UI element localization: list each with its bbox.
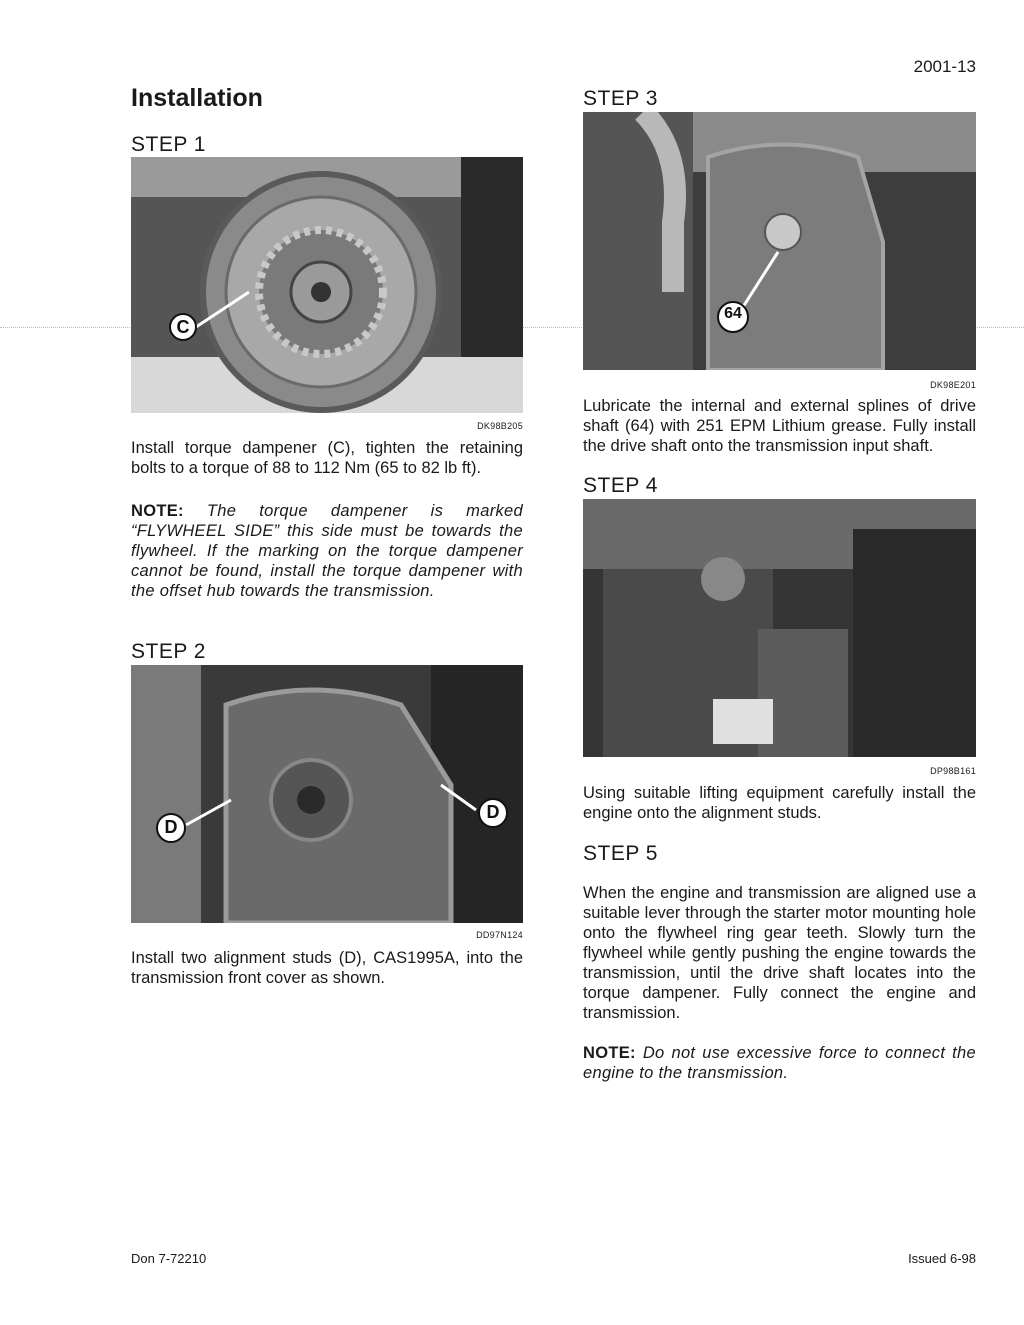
step-1-title: STEP 1 bbox=[131, 133, 206, 156]
step-3-title: STEP 3 bbox=[583, 87, 658, 110]
callout-d-left: D bbox=[164, 817, 178, 837]
footer-right: Issued 6-98 bbox=[908, 1251, 976, 1266]
step-1-photo bbox=[131, 157, 523, 413]
step-5-text: When the engine and transmission are aligned use a suitable lever through the starter motor mounting hole onto the flywheel ring gear teeth. Slowly turn the flywheel while gently pushing the engine towards the transmission, until the drive shaft locates into the torque dampener. Fully connect the engine and transmission. bbox=[583, 884, 976, 1022]
step-3-text: Lubricate the internal and external splines of drive shaft (64) with 251 EPM Lithium grease. Fully install the drive shaft onto the transmission input shaft. bbox=[583, 397, 976, 455]
callout-c: C bbox=[176, 317, 190, 337]
step-1-text: Install torque dampener (C), tighten the retaining bolts to a torque of 88 to 112 Nm (65 to 82 lb ft). bbox=[131, 439, 523, 477]
step-1-note bbox=[131, 501, 523, 601]
step-4-image-code: DP98B161 bbox=[930, 766, 976, 776]
callout-d-right: D bbox=[486, 802, 500, 822]
note-label: NOTE: bbox=[131, 502, 184, 520]
step-3-photo bbox=[583, 112, 976, 370]
page-number: 2001-13 bbox=[913, 57, 976, 76]
step-4-title: STEP 4 bbox=[583, 474, 658, 497]
section-title: Installation bbox=[131, 84, 263, 112]
callout-64: 64 bbox=[724, 305, 742, 322]
step-5-note bbox=[583, 1043, 976, 1083]
step-2-photo bbox=[131, 665, 523, 923]
step-2-title: STEP 2 bbox=[131, 640, 206, 663]
step-3-image-code: DK98E201 bbox=[930, 380, 976, 390]
step-2-image-code: DD97N124 bbox=[476, 930, 523, 940]
step-4-text: Using suitable lifting equipment carefully install the engine onto the alignment studs. bbox=[583, 784, 976, 822]
note-text: The torque dampener is marked “FLYWHEEL SIDE” this side must be towards the flywheel. If the marking on the torque dampener cannot be found, install the torque dampener with the offset hub towards the transmission. bbox=[131, 502, 523, 600]
step-4-photo bbox=[583, 499, 976, 757]
note-text: Do not use excessive force to connect the engine to the transmission. bbox=[583, 1044, 976, 1082]
footer-left: Don 7-72210 bbox=[131, 1251, 207, 1266]
step-5-title: STEP 5 bbox=[583, 842, 658, 865]
step-1-image-code: DK98B205 bbox=[477, 421, 523, 431]
step-2-text: Install two alignment studs (D), CAS1995A, into the transmission front cover as shown. bbox=[131, 949, 523, 987]
note-label: NOTE: bbox=[583, 1044, 636, 1062]
